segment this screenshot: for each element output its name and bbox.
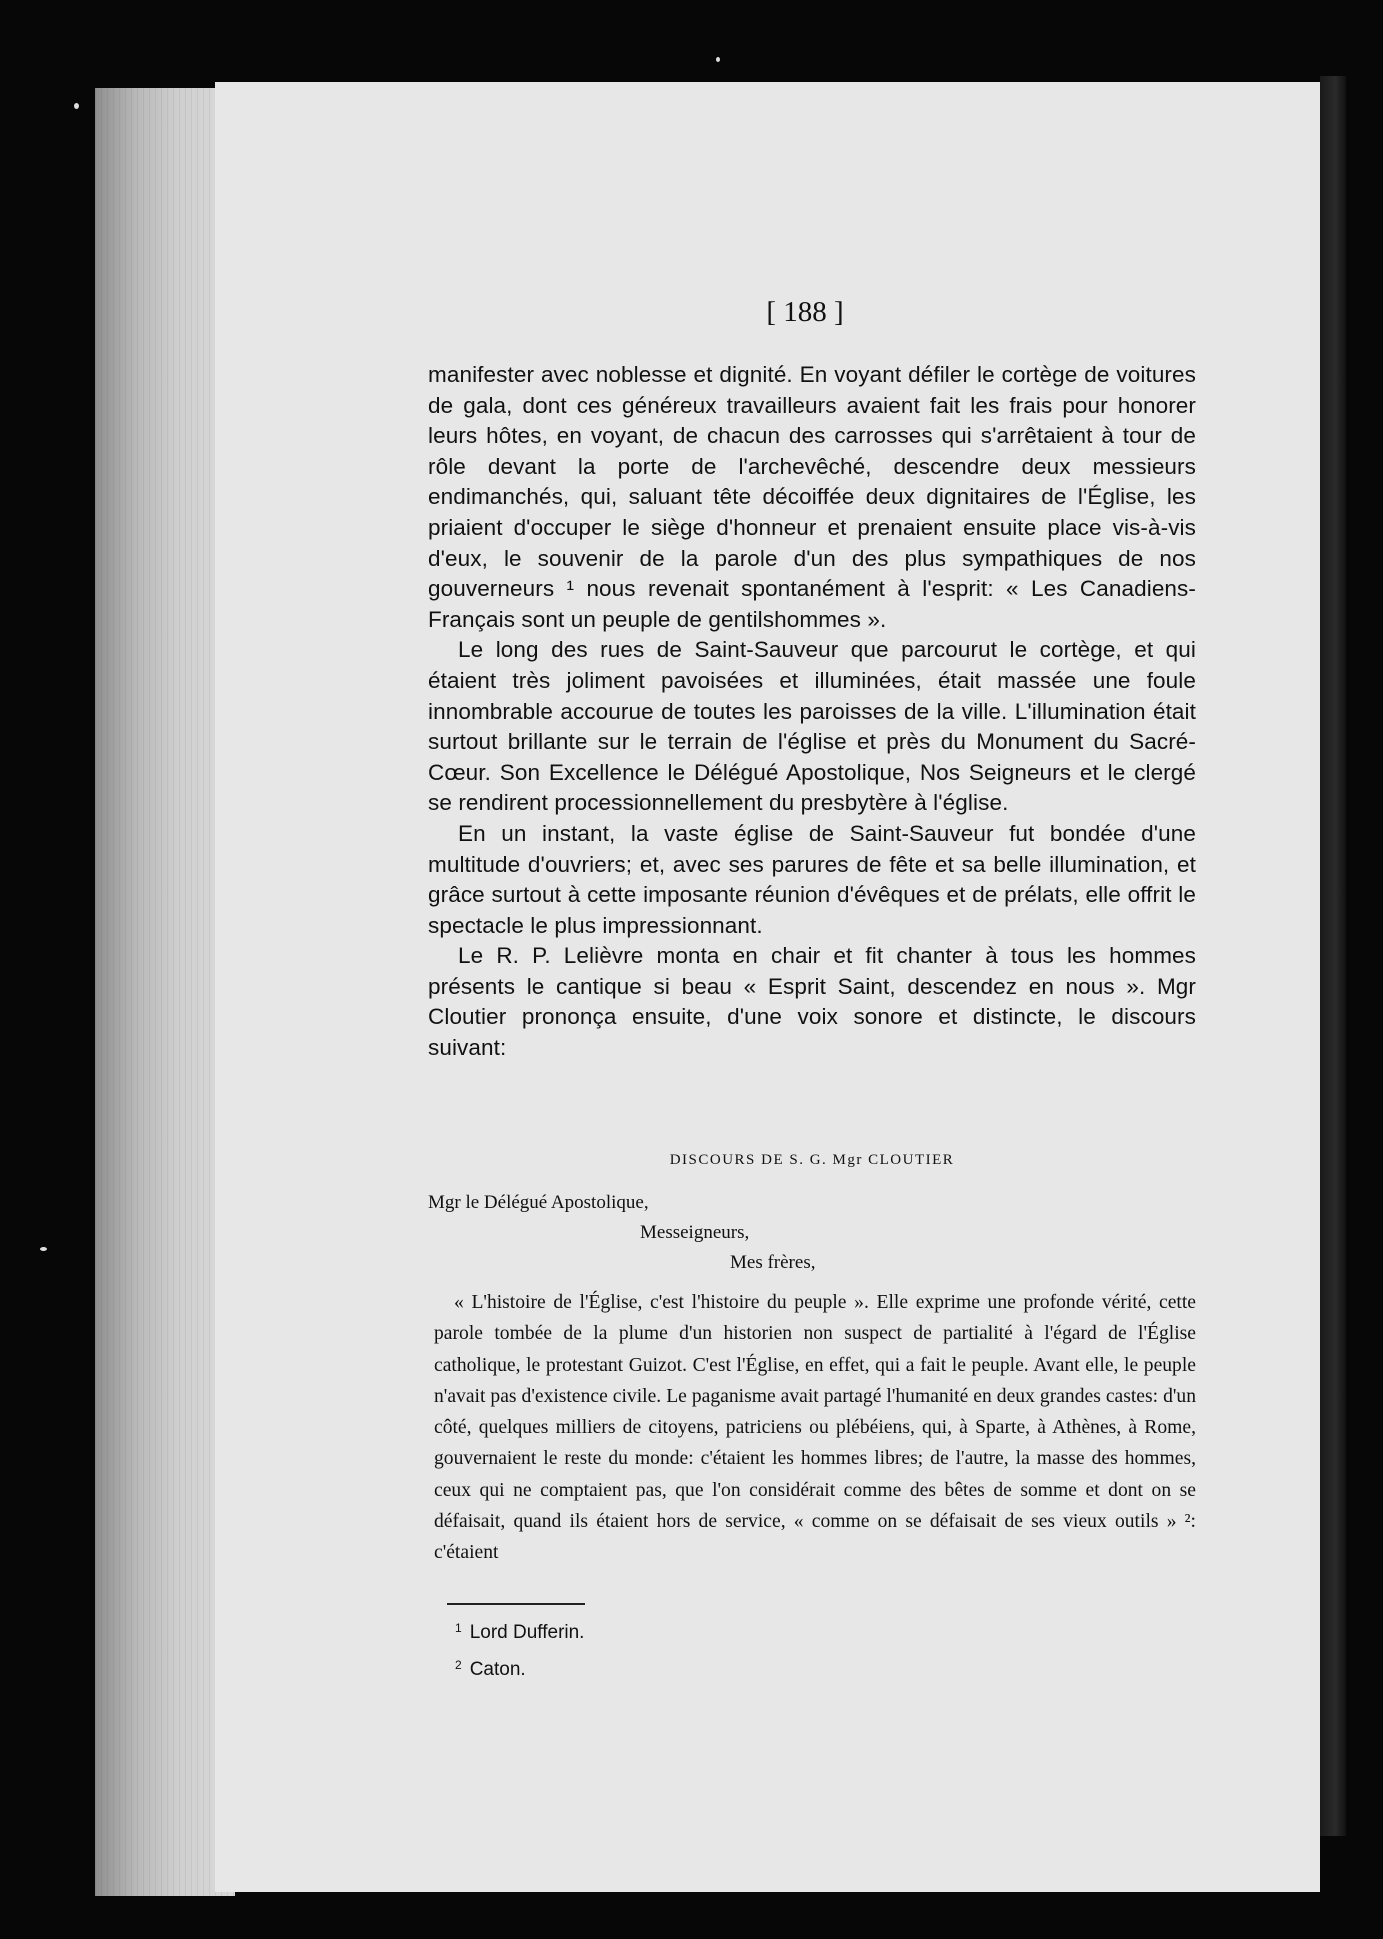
salutation-line-2: Messeigneurs, [640, 1222, 750, 1243]
paragraph-3: En un instant, la vaste église de Saint-Sauveur fut bondée d'une multitude d'ouvriers; et, avec ses parures de fête et sa belle illumination, et grâce surtout à cette imposante réunion d'évêques et de prélats, elle offrit le spectacle le plus impressionnant. [428, 820, 1196, 938]
footnotes [455, 1612, 855, 1686]
speech-heading: DISCOURS DE S. G. Mgr CLOUTIER [669, 1152, 955, 1168]
footnote-rule [447, 1603, 585, 1605]
footnote-text: Lord Dufferin. [469, 1622, 585, 1643]
footnote-mark: 2 [455, 1658, 462, 1672]
page-number: [ 188 ] [766, 296, 844, 328]
paragraph-1: manifester avec noblesse et dignité. En voyant défiler le cortège de voitures de gala, dont ces généreux travailleurs avaient fait les frais pour honorer leurs hôtes, en voyant, de chacun des carrosses qui s'arrêtaient à tour de rôle devant la porte de l'archevêché, descendre deux messieurs endimanchés, qui, saluant tête décoiffée deux dignitaires de l'Église, les priaient d'occuper le siège d'honneur et prenaient ensuite place vis-à-vis d'eux, le souvenir de la parole d'un des plus sympathiques de nos gouverneurs ¹ nous revenait spontanément à l'esprit: « Les Canadiens-Français sont un peuple de gentilshommes ». [428, 362, 1196, 632]
book-right-edge [1320, 76, 1346, 1836]
salutation-line-1: Mgr le Délégué Apostolique, [428, 1192, 649, 1213]
salutation [428, 1188, 1196, 1278]
salutation-line-3: Mes frères, [730, 1252, 816, 1273]
paragraph-2: Le long des rues de Saint-Sauveur que parcourut le cortège, et qui étaient très joliment pavoisées et illuminées, était massée une foule innombrable accourue de toutes les paroisses de la ville. L'illumination était surtout brillante sur le terrain de l'église et près du Monument du Sacré-Cœur. Son Excellence le Délégué Apostolique, Nos Seigneurs et le clergé se rendirent processionnellement du presbytère à l'église. [428, 637, 1196, 816]
page-edge-lines [95, 88, 235, 1896]
footnote-text: Caton. [469, 1659, 526, 1680]
footnote-1 [455, 1612, 855, 1649]
dust-speck [40, 1247, 47, 1251]
footnote-2 [455, 1649, 855, 1686]
dust-speck [716, 57, 720, 62]
body-text [428, 360, 1196, 1064]
speech-text [434, 1287, 1196, 1569]
dust-speck [74, 103, 79, 109]
paragraph-4: Le R. P. Lelièvre monta en chair et fit chanter à tous les hommes présents le cantique si beau « Esprit Saint, descendez en nous ». Mgr Cloutier prononça ensuite, d'une voix sonore et distincte, le discours suivant: [428, 943, 1196, 1061]
speech-paragraph: « L'histoire de l'Église, c'est l'histoire du peuple ». Elle exprime une profonde vérité, cette parole tombée de la plume d'un historien non suspect de partialité à l'égard de l'Église catholique, le protestant Guizot. C'est l'Église, en effet, qui a fait le peuple. Avant elle, le peuple n'avait pas d'existence civile. Le paganisme avait partagé l'humanité en deux grandes castes: d'un côté, quelques milliers de citoyens, patriciens ou plébéiens, qui, à Sparte, à Athènes, à Rome, gouvernaient le reste du monde: c'étaient les hommes libres; de l'autre, la masse des hommes, ceux qui ne comptaient pas, que l'on considérait comme des bêtes de somme et dont on se défaisait, quand ils étaient hors de service, « comme on se défaisait de ses vieux outils » ²: c'étaient [434, 1292, 1196, 1564]
footnote-mark: 1 [455, 1621, 462, 1635]
